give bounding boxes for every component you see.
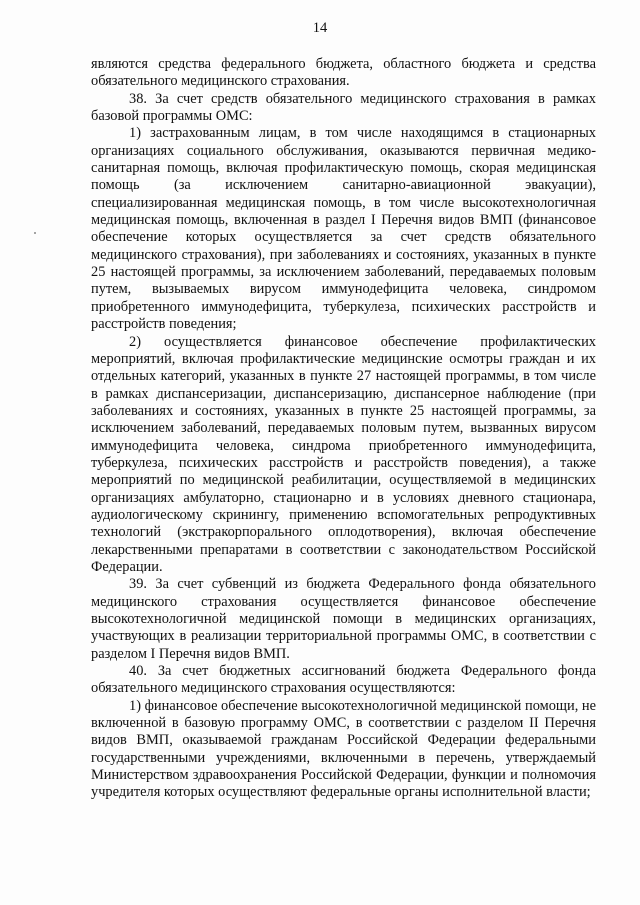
paragraph-continuation: являются средства федерального бюджета, областного бюджета и средства обязательного медицинского страхования. [91,56,596,90]
body-text [91,56,596,802]
paragraph-item-38: 38. За счет средств обязательного медицинского страхования в рамках базовой программы ОМС: [91,90,596,125]
paragraph-item-40: 40. За счет бюджетных ассигнований бюджета Федерального фонда обязательного медицинского страхования осуществляются: [91,663,596,697]
paragraph-item-40-1: 1) финансовое обеспечение высокотехнологичной медицинской помощи, не включенной в базовую программу ОМС, в соответствии с разделом II Перечня видов ВМП, оказываемой гражданам Российской Федерации федеральными государственными учреждениями, включенными в перечень, утверждаемый Министерством здравоохранения Российской Федерации, функции и полномочия учредителя которых осуществляют федеральные органы исполнительной власти; [91,697,596,801]
page-number: 14 [312,20,328,36]
paragraph-item-39: 39. За счет субвенций из бюджета Федерального фонда обязательного медицинского страхования осуществляется финансовое обеспечение высокотехнологичной медицинской помощи в медицинских организациях, участвующих в реализации территориальной программы ОМС, в соответствии с разделом I Перечня видов ВМП. [91,576,596,662]
paragraph-item-38-2: 2) осуществляется финансовое обеспечение профилактических мероприятий, включая профилактические медицинские осмотры граждан и их отдельных категорий, указанных в пункте 27 настоящей программы, в том числе в рамках диспансеризации, диспансеризацию, диспансерное наблюдение (при заболеваниях и состояниях, указанных в пункте 25 настоящей программы, за исключением заболеваний, передаваемых половым путем, вызванных вирусом иммунодефицита человека, синдрома приобретенного иммунодефицита, туберкулеза, психических расстройств и расстройств поведения), а также мероприятий по медицинской реабилитации, осуществляемой в медицинских организациях амбулаторно, стационарно и в условиях дневного стационара, аудиологическому скринингу, применению вспомогательных репродуктивных технологий (экстракорпорального оплодотворения), включая обеспечение лекарственными препаратами в соответствии с законодательством Российской Федерации. [91,333,596,575]
paragraph-item-38-1: 1) застрахованным лицам, в том числе находящимся в стационарных организациях социального обслуживания, оказываются первичная медико-санитарная помощь, включая профилактическую помощь, скорая медицинская помощь (за исключением санитарно-авиационной эвакуации), специализированная медицинская помощь, в том числе высокотехнологичная медицинская помощь, включенная в раздел I Перечня видов ВМП (финансовое обеспечение которых осуществляется за счет средств обязательного медицинского страхования), при заболеваниях и состояниях, указанных в пункте 25 настоящей программы, за исключением заболеваний, передаваемых половым путем, вызываемых вирусом иммунодефицита человека, синдромом приобретенного иммунодефицита, туберкулеза, психических расстройств и расстройств поведения; [91,125,596,333]
scan-speck [34,232,36,234]
